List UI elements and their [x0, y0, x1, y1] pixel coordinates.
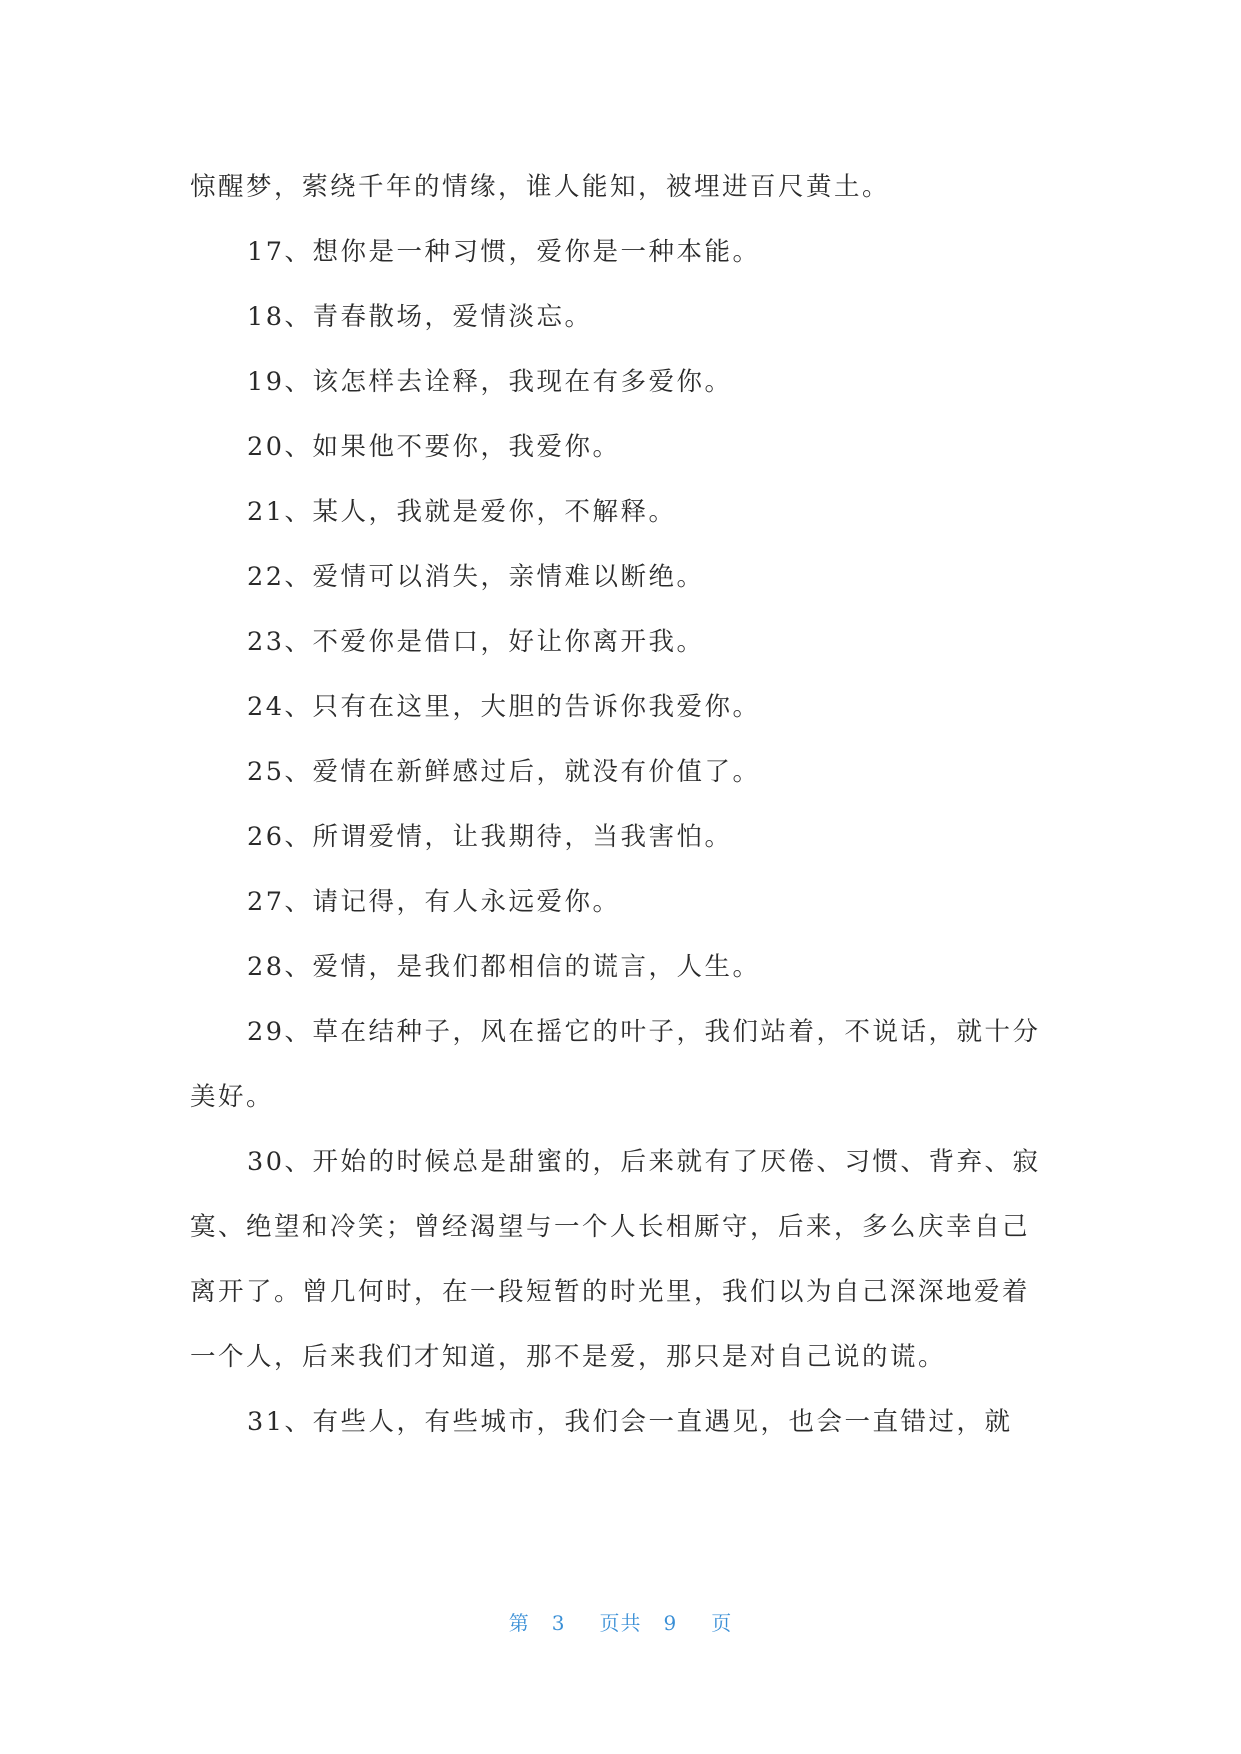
paragraph-item-29: 29、草在结种子，风在摇它的叶子，我们站着，不说话，就十分美好。	[190, 1017, 1041, 1112]
page-footer	[0, 1607, 1241, 1636]
paragraph-item-17: 17、想你是一种习惯，爱你是一种本能。	[247, 237, 761, 267]
paragraph-item-27: 27、请记得，有人永远爱你。	[247, 887, 621, 917]
paragraph-continuation: 惊醒梦，萦绕千年的情缘，谁人能知，被埋进百尺黄土。	[190, 172, 891, 202]
paragraph-item-21: 21、某人，我就是爱你，不解释。	[247, 497, 677, 527]
paragraph-item-20: 20、如果他不要你，我爱你。	[247, 432, 621, 462]
paragraph-item-19: 19、该怎样去诠释，我现在有多爱你。	[247, 367, 733, 397]
footer-current-page: 3	[551, 1611, 566, 1635]
paragraph-item-30: 30、开始的时候总是甜蜜的，后来就有了厌倦、习惯、背弃、寂寞、绝望和冷笑；曾经渴望与一个人长相厮守，后来，多么庆幸自己离开了。曾几何时，在一段短暂的时光里，我们以为自己深深地爱着一个人，后来我们才知道，那不是爱，那只是对自己说的谎。	[190, 1147, 1041, 1372]
paragraph-item-18: 18、青春散场，爱情淡忘。	[247, 302, 593, 332]
paragraph-item-31: 31、有些人，有些城市，我们会一直遇见，也会一直错过，就	[247, 1407, 1013, 1437]
document-body	[190, 155, 1050, 1455]
paragraph-item-24: 24、只有在这里，大胆的告诉你我爱你。	[247, 692, 761, 722]
paragraph-item-23: 23、不爱你是借口，好让你离开我。	[247, 627, 705, 657]
footer-prefix: 第	[508, 1611, 530, 1635]
paragraph-item-22: 22、爱情可以消失，亲情难以断绝。	[247, 562, 705, 592]
footer-total-pages: 9	[663, 1611, 678, 1635]
footer-middle: 页共	[599, 1611, 642, 1635]
footer-suffix: 页	[711, 1611, 733, 1635]
paragraph-item-26: 26、所谓爱情，让我期待，当我害怕。	[247, 822, 733, 852]
paragraph-item-28: 28、爱情，是我们都相信的谎言，人生。	[247, 952, 761, 982]
paragraph-item-25: 25、爱情在新鲜感过后，就没有价值了。	[247, 757, 761, 787]
